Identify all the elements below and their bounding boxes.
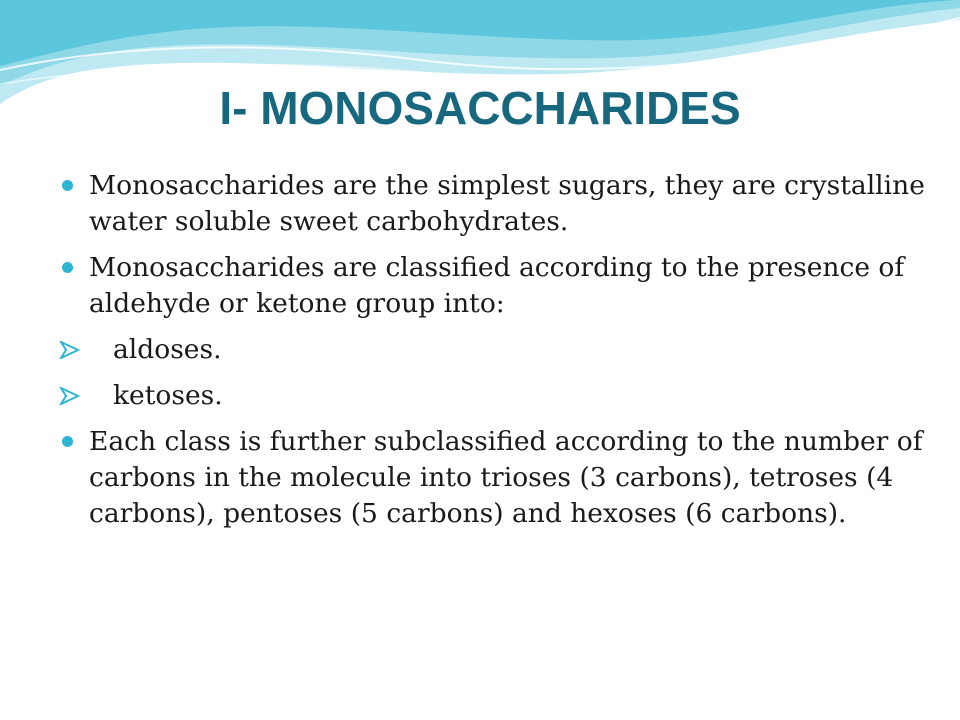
arrow-text: aldoses. — [113, 334, 222, 365]
bullet-text: Each class is further subclassified according to the number of carbons in the molecule into trioses (3 carbons), tetroses (4 carbons), pentoses (5 carbons) and hexoses (6 carbons). — [89, 426, 923, 529]
arrow-item — [56, 332, 936, 368]
bullet-item — [56, 168, 936, 240]
round-bullet-icon — [62, 436, 73, 447]
bullet-text: Monosaccharides are the simplest sugars, they are crystalline water soluble sweet carbohydrates. — [89, 170, 925, 237]
slide-title: I- MONOSACCHARIDES — [219, 82, 741, 134]
bullet-text: Monosaccharides are classified according to the presence of aldehyde or ketone group into: — [89, 252, 905, 319]
round-bullet-icon — [62, 180, 73, 191]
bullet-item — [56, 424, 936, 532]
arrow-bullet-icon — [58, 341, 80, 359]
round-bullet-icon — [62, 262, 73, 273]
arrow-text: ketoses. — [113, 380, 223, 411]
arrow-item — [56, 378, 936, 414]
bullet-item — [56, 250, 936, 322]
slide-content — [56, 168, 936, 542]
arrow-bullet-icon — [58, 387, 80, 405]
